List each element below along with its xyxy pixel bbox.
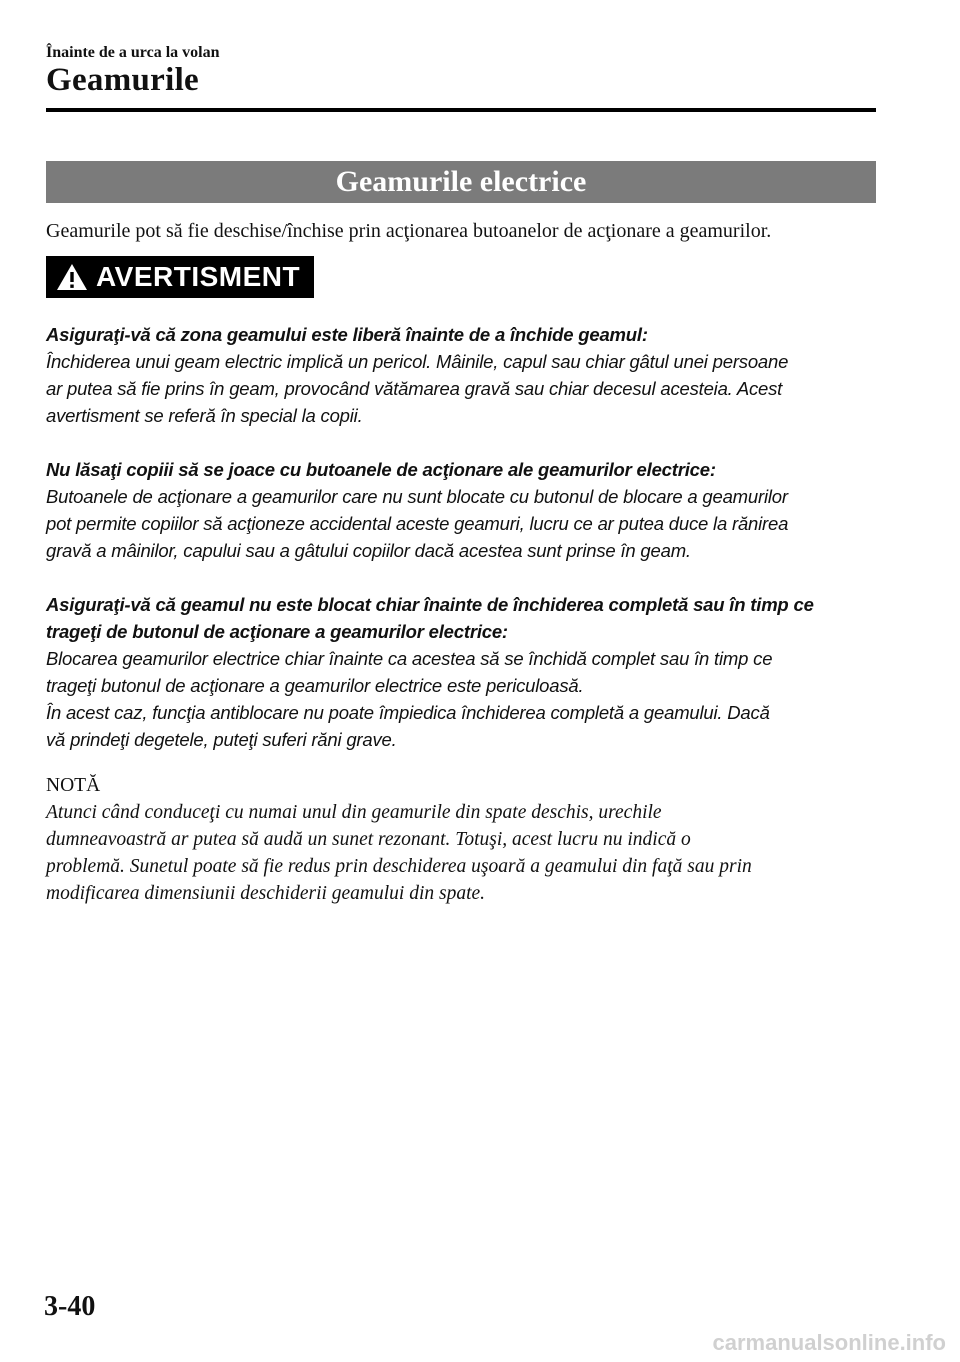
warning-item-line: Blocarea geamurilor electrice chiar înainte ca acestea să se închidă complet sau în timp ce	[46, 648, 773, 669]
warning-item	[46, 591, 876, 753]
section-title-banner	[46, 161, 876, 203]
warning-item-line: vă prindeţi degetele, puteţi suferi răni grave.	[46, 729, 397, 750]
warning-item-lead: Asiguraţi-vă că zona geamului este liberă înainte de a închide geamul:	[46, 324, 648, 345]
warning-triangle-icon	[56, 262, 88, 292]
watermark: carmanualsonline.info	[712, 1330, 946, 1355]
intro-paragraph: Geamurile pot să fie deschise/închise prin acţionarea butoanelor de acţionare a geamurilor.	[46, 220, 772, 242]
warning-item-line: avertisment se referă în special la copii.	[46, 405, 363, 426]
note-heading: NOTĂ	[46, 775, 101, 796]
warning-item-lead: Asiguraţi-vă că geamul nu este blocat chiar înainte de închiderea completă sau în timp ce	[46, 594, 814, 615]
note-line: problemă. Sunetul poate să fie redus prin deschiderea uşoară a geamului din faţă sau prin	[46, 856, 752, 877]
page-number: 3-40	[44, 1291, 96, 1322]
warning-item-line: Închiderea unui geam electric implică un pericol. Mâinile, capul sau chiar gâtul unei persoane	[46, 351, 789, 372]
warning-label: AVERTISMENT	[96, 261, 301, 292]
note-line: dumneavoastră ar putea să audă un sunet rezonant. Totuşi, acest lucru nu indică o	[46, 829, 691, 850]
note-line: modificarea dimensiunii deschiderii geamului din spate.	[46, 883, 486, 904]
warning-item-line: Butoanele de acţionare a geamurilor care nu sunt blocate cu butonul de blocare a geamurilor	[46, 486, 788, 507]
note-block	[46, 772, 876, 907]
note-line: Atunci când conduceţi cu numai unul din geamurile din spate deschis, urechile	[46, 802, 662, 823]
warning-item	[46, 456, 876, 564]
warning-body	[46, 321, 876, 780]
chapter-title: Geamurile	[46, 62, 199, 98]
warning-item	[46, 321, 876, 429]
warning-item-line: ar putea să fie prins în geam, provocând vătămarea gravă sau chiar decesul acesteia. Acest	[46, 378, 783, 399]
section-title: Geamurile electrice	[335, 165, 587, 198]
warning-item-lead: trageţi de butonul de acţionare a geamurilor electrice:	[46, 621, 508, 642]
breadcrumb: Înainte de a urca la volan	[46, 44, 220, 61]
warning-item-line: pot permite copiilor să acţioneze accidental aceste geamuri, lucru ce ar putea duce la rănirea	[46, 513, 789, 534]
warning-item-lead: Nu lăsaţi copiii să se joace cu butoanele de acţionare ale geamurilor electrice:	[46, 459, 716, 480]
header-divider	[46, 108, 876, 112]
warning-header	[46, 256, 314, 298]
warning-item-line: gravă a mâinilor, capului sau a gâtului copiilor dacă acestea sunt prinse în geam.	[46, 540, 691, 561]
warning-item-line: În acest caz, funcţia antiblocare nu poate împiedica închiderea completă a geamului. Dacă	[46, 702, 770, 723]
warning-item-line: trageţi butonul de acţionare a geamurilor electrice este periculoasă.	[46, 675, 584, 696]
